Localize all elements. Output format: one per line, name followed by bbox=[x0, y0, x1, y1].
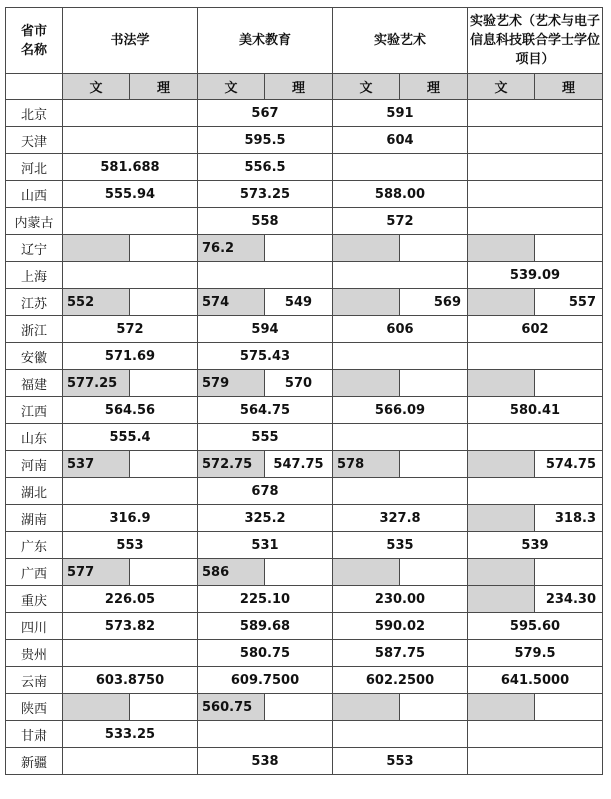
score-cell: 564.56 bbox=[63, 397, 198, 424]
table-row bbox=[6, 262, 603, 289]
table-row bbox=[6, 100, 603, 127]
score-cell bbox=[63, 127, 198, 154]
table-row bbox=[6, 235, 603, 262]
score-cell: 580.75 bbox=[198, 640, 333, 667]
score-cell bbox=[198, 721, 333, 748]
group-header-art-education: 美术教育 bbox=[198, 8, 333, 74]
province-name: 四川 bbox=[6, 613, 63, 640]
score-cell bbox=[333, 154, 468, 181]
province-name: 辽宁 bbox=[6, 235, 63, 262]
score-cell: 574.75 bbox=[535, 451, 603, 478]
province-name: 安徽 bbox=[6, 343, 63, 370]
table-row bbox=[6, 451, 603, 478]
score-cell: 588.00 bbox=[333, 181, 468, 208]
score-cell bbox=[468, 748, 603, 775]
score-cell bbox=[468, 289, 535, 316]
score-cell: 590.02 bbox=[333, 613, 468, 640]
score-cell bbox=[63, 640, 198, 667]
score-cell: 226.05 bbox=[63, 586, 198, 613]
score-cell bbox=[63, 262, 198, 289]
subheader-wen: 文 bbox=[333, 74, 400, 100]
table-row bbox=[6, 613, 603, 640]
score-cell: 557 bbox=[535, 289, 603, 316]
score-cell bbox=[535, 559, 603, 586]
province-name: 湖北 bbox=[6, 478, 63, 505]
score-cell bbox=[130, 694, 198, 721]
score-cell: 589.68 bbox=[198, 613, 333, 640]
score-cell bbox=[400, 370, 468, 397]
score-cell: 573.82 bbox=[63, 613, 198, 640]
table-row bbox=[6, 748, 603, 775]
score-cell bbox=[468, 505, 535, 532]
table-row bbox=[6, 694, 603, 721]
score-cell: 579.5 bbox=[468, 640, 603, 667]
score-cell: 555 bbox=[198, 424, 333, 451]
score-cell: 556.5 bbox=[198, 154, 333, 181]
header-row bbox=[6, 8, 603, 74]
score-cell: 579 bbox=[198, 370, 265, 397]
score-cell bbox=[198, 262, 333, 289]
score-cell: 641.5000 bbox=[468, 667, 603, 694]
table-row bbox=[6, 667, 603, 694]
table-row bbox=[6, 181, 603, 208]
score-cell bbox=[468, 424, 603, 451]
score-cell bbox=[63, 748, 198, 775]
score-cell: 564.75 bbox=[198, 397, 333, 424]
table-row bbox=[6, 154, 603, 181]
province-name: 江西 bbox=[6, 397, 63, 424]
province-name: 浙江 bbox=[6, 316, 63, 343]
table-row bbox=[6, 505, 603, 532]
subheader-li: 理 bbox=[130, 74, 198, 100]
score-cell: 575.43 bbox=[198, 343, 333, 370]
table-row bbox=[6, 478, 603, 505]
subheader-row bbox=[6, 74, 603, 100]
score-cell: 234.30 bbox=[535, 586, 603, 613]
table-row bbox=[6, 559, 603, 586]
score-cell: 555.4 bbox=[63, 424, 198, 451]
score-cell: 230.00 bbox=[333, 586, 468, 613]
score-cell: 591 bbox=[333, 100, 468, 127]
score-cell: 76.2 bbox=[198, 235, 265, 262]
score-cell: 594 bbox=[198, 316, 333, 343]
score-cell: 553 bbox=[63, 532, 198, 559]
province-name: 湖南 bbox=[6, 505, 63, 532]
score-table-container bbox=[5, 7, 603, 775]
score-cell: 549 bbox=[265, 289, 333, 316]
table-row bbox=[6, 127, 603, 154]
score-cell: 595.60 bbox=[468, 613, 603, 640]
province-header: 省市 名称 bbox=[6, 8, 63, 74]
score-cell bbox=[400, 451, 468, 478]
table-row bbox=[6, 640, 603, 667]
province-name: 贵州 bbox=[6, 640, 63, 667]
score-cell bbox=[468, 127, 603, 154]
table-row bbox=[6, 208, 603, 235]
score-cell bbox=[535, 694, 603, 721]
score-cell: 538 bbox=[198, 748, 333, 775]
table-row bbox=[6, 343, 603, 370]
province-name: 河南 bbox=[6, 451, 63, 478]
score-cell bbox=[333, 694, 400, 721]
table-row bbox=[6, 424, 603, 451]
score-cell: 547.75 bbox=[265, 451, 333, 478]
score-cell: 318.3 bbox=[535, 505, 603, 532]
score-cell bbox=[535, 370, 603, 397]
score-cell: 602 bbox=[468, 316, 603, 343]
province-name: 甘肃 bbox=[6, 721, 63, 748]
score-cell bbox=[333, 478, 468, 505]
score-cell bbox=[63, 208, 198, 235]
score-cell: 552 bbox=[63, 289, 130, 316]
province-name: 云南 bbox=[6, 667, 63, 694]
table-row bbox=[6, 316, 603, 343]
score-cell: 603.8750 bbox=[63, 667, 198, 694]
score-cell: 577 bbox=[63, 559, 130, 586]
score-cell bbox=[333, 721, 468, 748]
score-cell bbox=[468, 343, 603, 370]
score-cell bbox=[333, 343, 468, 370]
score-cell: 535 bbox=[333, 532, 468, 559]
score-cell: 573.25 bbox=[198, 181, 333, 208]
score-cell bbox=[468, 721, 603, 748]
subheader-wen: 文 bbox=[468, 74, 535, 100]
score-cell: 574 bbox=[198, 289, 265, 316]
province-name: 陕西 bbox=[6, 694, 63, 721]
score-cell: 327.8 bbox=[333, 505, 468, 532]
score-cell: 581.688 bbox=[63, 154, 198, 181]
score-cell bbox=[333, 370, 400, 397]
province-name: 河北 bbox=[6, 154, 63, 181]
table-row bbox=[6, 532, 603, 559]
score-cell bbox=[333, 559, 400, 586]
province-name: 山西 bbox=[6, 181, 63, 208]
score-cell bbox=[63, 100, 198, 127]
score-cell: 586 bbox=[198, 559, 265, 586]
table-body bbox=[6, 100, 603, 775]
score-cell bbox=[63, 694, 130, 721]
score-cell bbox=[468, 235, 535, 262]
score-cell: 539.09 bbox=[468, 262, 603, 289]
score-cell: 560.75 bbox=[198, 694, 265, 721]
province-name: 广西 bbox=[6, 559, 63, 586]
subheader-li: 理 bbox=[400, 74, 468, 100]
score-cell: 678 bbox=[198, 478, 333, 505]
province-name: 江苏 bbox=[6, 289, 63, 316]
score-cell: 572 bbox=[63, 316, 198, 343]
score-cell bbox=[468, 586, 535, 613]
score-cell bbox=[265, 694, 333, 721]
score-cell bbox=[130, 559, 198, 586]
score-cell: 572 bbox=[333, 208, 468, 235]
admission-score-table bbox=[5, 7, 603, 775]
score-cell: 569 bbox=[400, 289, 468, 316]
score-cell: 558 bbox=[198, 208, 333, 235]
score-cell: 609.7500 bbox=[198, 667, 333, 694]
table-row bbox=[6, 721, 603, 748]
score-cell: 577.25 bbox=[63, 370, 130, 397]
score-cell bbox=[265, 235, 333, 262]
score-cell: 570 bbox=[265, 370, 333, 397]
score-cell bbox=[63, 478, 198, 505]
group-header-calligraphy: 书法学 bbox=[63, 8, 198, 74]
score-cell bbox=[265, 559, 333, 586]
province-name: 上海 bbox=[6, 262, 63, 289]
score-cell: 572.75 bbox=[198, 451, 265, 478]
score-cell: 566.09 bbox=[333, 397, 468, 424]
table-row bbox=[6, 289, 603, 316]
score-cell: 587.75 bbox=[333, 640, 468, 667]
group-header-experimental-art: 实验艺术 bbox=[333, 8, 468, 74]
score-cell bbox=[468, 181, 603, 208]
subheader-li: 理 bbox=[535, 74, 603, 100]
score-cell bbox=[468, 478, 603, 505]
province-name: 重庆 bbox=[6, 586, 63, 613]
score-cell bbox=[130, 235, 198, 262]
score-cell: 325.2 bbox=[198, 505, 333, 532]
score-cell: 580.41 bbox=[468, 397, 603, 424]
score-cell: 606 bbox=[333, 316, 468, 343]
score-cell: 595.5 bbox=[198, 127, 333, 154]
score-cell bbox=[468, 559, 535, 586]
score-cell bbox=[400, 559, 468, 586]
score-cell bbox=[130, 370, 198, 397]
score-cell bbox=[63, 235, 130, 262]
score-cell: 602.2500 bbox=[333, 667, 468, 694]
score-cell: 225.10 bbox=[198, 586, 333, 613]
subheader-wen: 文 bbox=[63, 74, 130, 100]
score-cell bbox=[333, 262, 468, 289]
province-name: 广东 bbox=[6, 532, 63, 559]
score-cell bbox=[468, 451, 535, 478]
province-name: 内蒙古 bbox=[6, 208, 63, 235]
score-cell bbox=[130, 451, 198, 478]
province-name: 新疆 bbox=[6, 748, 63, 775]
score-cell bbox=[468, 694, 535, 721]
score-cell: 555.94 bbox=[63, 181, 198, 208]
score-cell bbox=[333, 235, 400, 262]
score-cell: 316.9 bbox=[63, 505, 198, 532]
subheader-li: 理 bbox=[265, 74, 333, 100]
score-cell bbox=[130, 289, 198, 316]
score-cell: 539 bbox=[468, 532, 603, 559]
score-cell: 571.69 bbox=[63, 343, 198, 370]
group-header-joint-program: 实验艺术（艺术与电子信息科技联合学士学位项目） bbox=[468, 8, 603, 74]
score-cell: 567 bbox=[198, 100, 333, 127]
score-cell bbox=[535, 235, 603, 262]
province-name: 福建 bbox=[6, 370, 63, 397]
table-row bbox=[6, 586, 603, 613]
province-name: 山东 bbox=[6, 424, 63, 451]
score-cell: 578 bbox=[333, 451, 400, 478]
province-name: 天津 bbox=[6, 127, 63, 154]
score-cell bbox=[468, 154, 603, 181]
score-cell bbox=[400, 235, 468, 262]
subheader-blank bbox=[6, 74, 63, 100]
score-cell: 531 bbox=[198, 532, 333, 559]
score-cell: 553 bbox=[333, 748, 468, 775]
subheader-wen: 文 bbox=[198, 74, 265, 100]
table-row bbox=[6, 370, 603, 397]
score-cell: 533.25 bbox=[63, 721, 198, 748]
score-cell bbox=[400, 694, 468, 721]
score-cell bbox=[468, 370, 535, 397]
table-row bbox=[6, 397, 603, 424]
score-cell bbox=[468, 208, 603, 235]
province-name: 北京 bbox=[6, 100, 63, 127]
score-cell bbox=[468, 100, 603, 127]
score-cell bbox=[333, 424, 468, 451]
score-cell: 604 bbox=[333, 127, 468, 154]
score-cell: 537 bbox=[63, 451, 130, 478]
score-cell bbox=[333, 289, 400, 316]
